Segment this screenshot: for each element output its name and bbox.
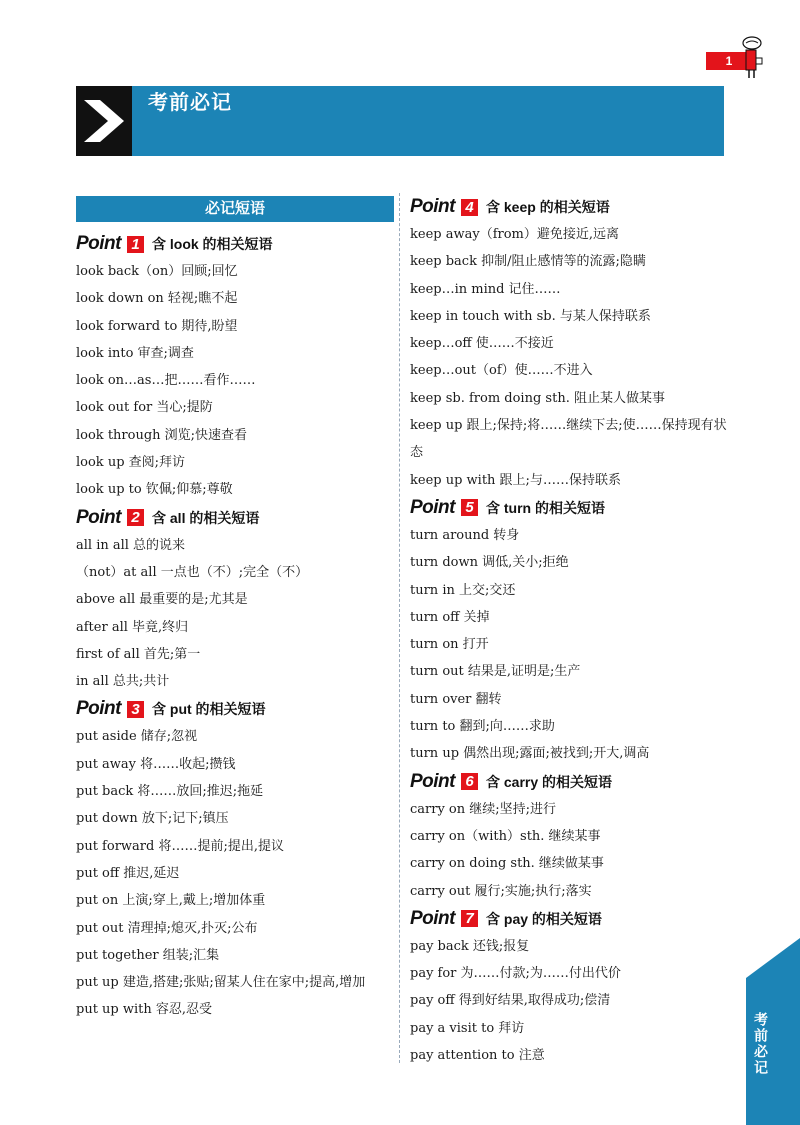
- phrase-entry: turn over 翻转: [410, 691, 502, 707]
- left-column: [76, 193, 394, 1024]
- phrase-entry: look up 查阅;拜访: [76, 455, 186, 471]
- point-title: 含 look 的相关短语: [152, 236, 273, 252]
- phrase-entry: above all 最重要的是;尤其是: [76, 592, 248, 608]
- phrase-entry: put out 清理掉;熄灭,扑灭;公布: [76, 920, 258, 936]
- phrase-entry: pay off 得到好结果,取得成功;偿清: [410, 993, 611, 1009]
- phrase-entry: pay back 还钱;报复: [410, 938, 530, 954]
- point-block: [410, 193, 728, 494]
- point-label: Point: [76, 233, 121, 254]
- phrase-entry: in all 总共;共计: [76, 674, 170, 690]
- phrase-entry: keep up with 跟上;与……保持联系: [410, 472, 621, 488]
- left-point-list: [76, 230, 394, 1024]
- phrase-entry: turn down 调低,关小;拒绝: [410, 555, 569, 571]
- phrase-entry: keep back 抑制/阻止感情等的流露;隐瞒: [410, 254, 646, 270]
- point-heading: [410, 768, 728, 796]
- phrase-entry: turn out 结果是,证明是;生产: [410, 664, 581, 680]
- point-block: [76, 695, 394, 1023]
- phrase-entry: keep…off 使……不接近: [410, 336, 554, 352]
- phrase-entry: look up to 钦佩;仰慕;尊敬: [76, 482, 233, 498]
- point-number-badge: 1: [127, 236, 144, 253]
- phrase-entry: pay for 为……付款;为……付出代价: [410, 966, 621, 982]
- phrase-entry: keep sb. from doing sth. 阻止某人做某事: [410, 390, 665, 406]
- phrase-entry: look back（on）回顾;回忆: [76, 264, 238, 279]
- phrase-entry: put forward 将……提前;提出,提议: [76, 838, 284, 854]
- chapter-title: 考前必记: [148, 92, 232, 114]
- side-tab-corner: [746, 938, 800, 978]
- point-number-badge: 4: [461, 199, 478, 216]
- point-label: Point: [410, 770, 455, 792]
- phrase-entry: keep away（from）避免接近,远离: [410, 227, 620, 242]
- point-label: Point: [410, 907, 455, 929]
- phrase-entry: look through 浏览;快速查看: [76, 427, 248, 443]
- mascot-icon: [740, 36, 764, 80]
- phrase-entry: put off 推迟,延迟: [76, 865, 180, 881]
- point-heading: [76, 695, 394, 723]
- chapter-banner: [76, 86, 724, 156]
- phrase-entry: turn to 翻到;向……求助: [410, 719, 555, 735]
- point-title: 含 carry 的相关短语: [486, 773, 613, 790]
- phrase-entry: look forward to 期待,盼望: [76, 318, 238, 334]
- phrase-entry: turn on 打开: [410, 637, 489, 653]
- point-number-badge: 5: [461, 499, 478, 516]
- phrase-entry: turn off 关掉: [410, 609, 490, 625]
- phrase-entry: （not）at all 一点也（不）;完全（不）: [76, 564, 309, 580]
- point-number-badge: 7: [461, 910, 478, 927]
- phrase-entry: keep…out（of）使……不进入: [410, 363, 593, 379]
- phrase-entry: put up with 容忍,忍受: [76, 1002, 213, 1018]
- point-block: [76, 504, 394, 696]
- phrase-entry: pay attention to 注意: [410, 1048, 545, 1064]
- point-heading: [410, 905, 728, 933]
- point-label: Point: [410, 196, 455, 217]
- phrase-entry: look on…as…把……看作……: [76, 373, 256, 389]
- point-heading: [410, 494, 728, 522]
- right-point-list: [410, 193, 728, 1069]
- phrase-entry: turn in 上交;交还: [410, 582, 516, 598]
- phrase-entry: keep in touch with sb. 与某人保持联系: [410, 308, 651, 324]
- point-title: 含 pay 的相关短语: [486, 910, 602, 927]
- right-column: [410, 193, 728, 1069]
- phrase-entry: keep…in mind 记住……: [410, 281, 561, 297]
- side-tab-label: 考前必记: [753, 1012, 769, 1076]
- phrase-entry: put aside 储存;忽视: [76, 729, 198, 745]
- point-title: 含 put 的相关短语: [152, 701, 266, 718]
- phrase-entry: keep up 跟上;保持;将……继续下去;使……保持现有状态: [410, 418, 727, 461]
- point-block: [410, 768, 728, 905]
- point-label: Point: [76, 698, 121, 720]
- phrase-entry: turn up 偶然出现;露面;被找到;开大,调高: [410, 746, 650, 762]
- column-divider: [399, 193, 400, 1063]
- phrase-entry: put back 将……放回;推迟;拖延: [76, 784, 264, 800]
- phrase-entry: look down on 轻视;瞧不起: [76, 291, 238, 307]
- phrase-entry: first of all 首先;第一: [76, 646, 201, 662]
- phrase-entry: put down 放下;记下;镇压: [76, 811, 229, 827]
- phrase-entry: carry on 继续;坚持;进行: [410, 801, 557, 817]
- page-number: 1: [706, 52, 752, 70]
- point-number-badge: 2: [127, 509, 144, 526]
- phrase-entry: all in all 总的说来: [76, 537, 186, 553]
- chevron-right-icon: [76, 86, 132, 156]
- point-label: Point: [410, 496, 455, 518]
- point-block: [76, 230, 394, 504]
- phrase-entry: after all 毕竟,终归: [76, 619, 189, 635]
- point-block: [410, 905, 728, 1069]
- point-heading: [76, 230, 394, 258]
- point-heading: [76, 504, 394, 532]
- phrase-entry: carry on doing sth. 继续做某事: [410, 856, 604, 872]
- point-label: Point: [76, 506, 121, 528]
- phrase-entry: turn around 转身: [410, 527, 520, 543]
- point-block: [410, 494, 728, 768]
- phrase-entry: put up 建造,搭建;张贴;留某人住在家中;提高,增加: [76, 975, 366, 991]
- point-title: 含 turn 的相关短语: [486, 499, 605, 516]
- phrase-entry: look into 审查;调查: [76, 345, 194, 361]
- point-number-badge: 3: [127, 701, 144, 718]
- phrase-entry: carry out 履行;实施;执行;落实: [410, 883, 592, 899]
- phrase-entry: put together 组装;汇集: [76, 947, 220, 963]
- point-number-badge: 6: [461, 773, 478, 790]
- section-title: 必记短语: [76, 196, 394, 222]
- point-title: 含 all 的相关短语: [152, 509, 260, 526]
- phrase-entry: put away 将……收起;攒钱: [76, 756, 236, 772]
- phrase-entry: carry on（with）sth. 继续某事: [410, 828, 601, 844]
- phrase-entry: pay a visit to 拜访: [410, 1020, 525, 1036]
- point-title: 含 keep 的相关短语: [486, 199, 610, 215]
- point-heading: [410, 193, 728, 221]
- phrase-entry: put on 上演;穿上,戴上;增加体重: [76, 893, 266, 909]
- phrase-entry: look out for 当心;提防: [76, 400, 213, 416]
